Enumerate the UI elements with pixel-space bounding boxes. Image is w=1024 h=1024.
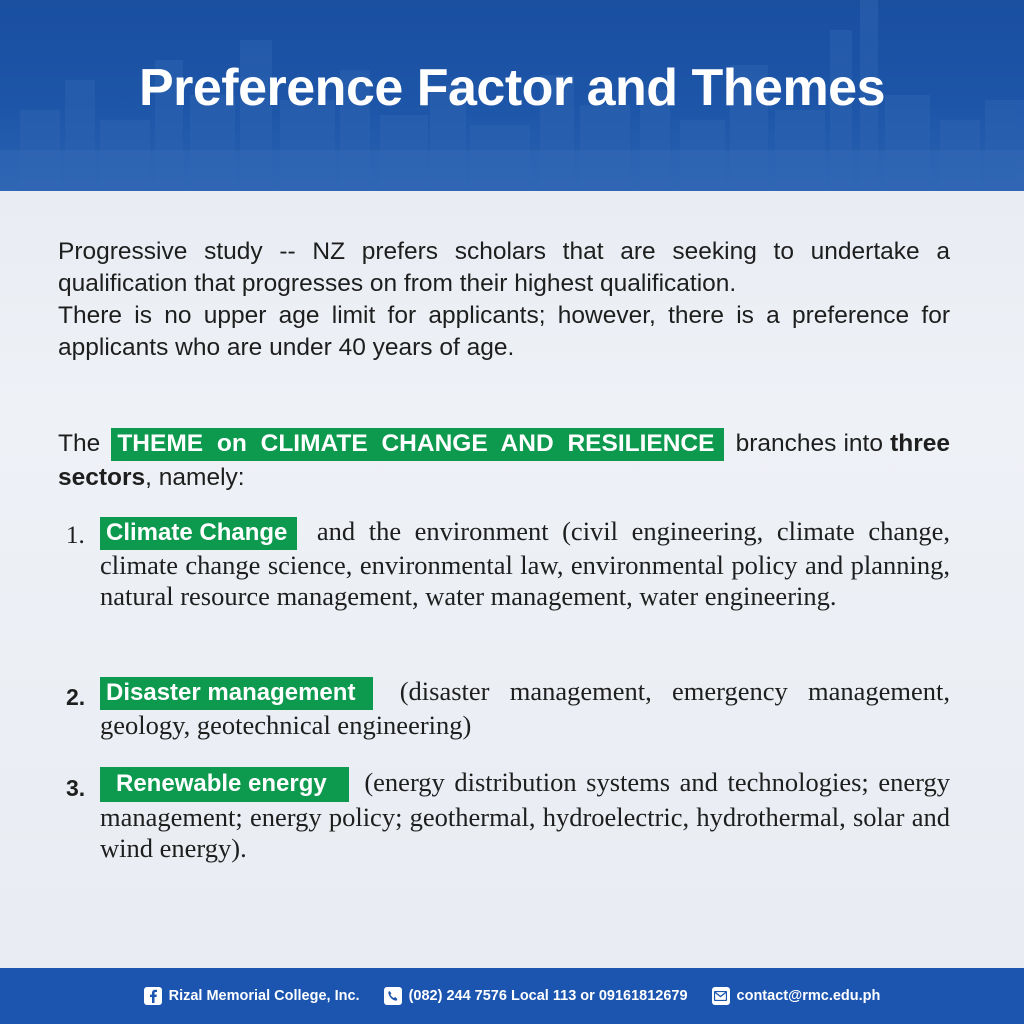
- list-number: 2.: [66, 684, 86, 710]
- sector-description: [100, 767, 950, 864]
- progressive-study-paragraph: Progressive study -- NZ prefers scholars that are seeking to undertake a qualification that progresses on from their highest qualification.: [58, 238, 950, 297]
- list-item: [58, 676, 950, 741]
- sector-text: (energy distribution systems and technologies; energy management; energy policy; geothermal, hydroelectric, hydrothermal, solar and wind energy).: [100, 767, 950, 863]
- header-banner: [0, 0, 1024, 191]
- phone-label: (082) 244 7576 Local 113 or 09161812679: [408, 988, 688, 1004]
- list-number: 3.: [66, 775, 86, 801]
- email-link[interactable]: [712, 987, 881, 1005]
- theme-prefix: The: [58, 430, 101, 457]
- facebook-icon: [144, 987, 162, 1005]
- sector-label-disaster-management: Disaster management: [100, 677, 373, 710]
- intro-section: [58, 236, 950, 364]
- sector-label-climate-change: Climate Change: [100, 517, 297, 550]
- list-item: [58, 767, 950, 864]
- sector-text: (disaster management, emergency management, geology, geotechnical engineering): [100, 676, 950, 740]
- age-limit-paragraph: There is no upper age limit for applicants; however, there is a preference for applicants who are under 40 years of age.: [58, 302, 950, 361]
- sector-label-renewable-energy: Renewable energy: [100, 767, 349, 802]
- theme-end: , namely:: [145, 464, 245, 491]
- sector-description: [100, 516, 950, 612]
- theme-bold-text: three sectors: [58, 430, 950, 491]
- email-label: contact@rmc.edu.ph: [736, 988, 881, 1004]
- phone-link[interactable]: [384, 987, 688, 1005]
- sector-description: [100, 676, 950, 741]
- page-title: Preference Factor and Themes: [138, 59, 886, 117]
- theme-suffix: branches into: [735, 430, 883, 457]
- mail-icon: [712, 987, 730, 1005]
- theme-paragraph: [58, 427, 950, 494]
- phone-icon: [384, 987, 402, 1005]
- facebook-link[interactable]: [144, 987, 360, 1005]
- list-number: 1.: [66, 522, 85, 549]
- facebook-label: Rizal Memorial College, Inc.: [168, 988, 360, 1004]
- theme-highlight: THEME on CLIMATE CHANGE AND RESILIENCE: [111, 428, 724, 461]
- footer-contact-bar: [0, 968, 1024, 1024]
- list-item: [58, 516, 950, 612]
- sector-text: and the environment (civil engineering, climate change, climate change science, environmental law, environmental policy and planning, natural resource management, water management, water engineering.: [100, 516, 951, 611]
